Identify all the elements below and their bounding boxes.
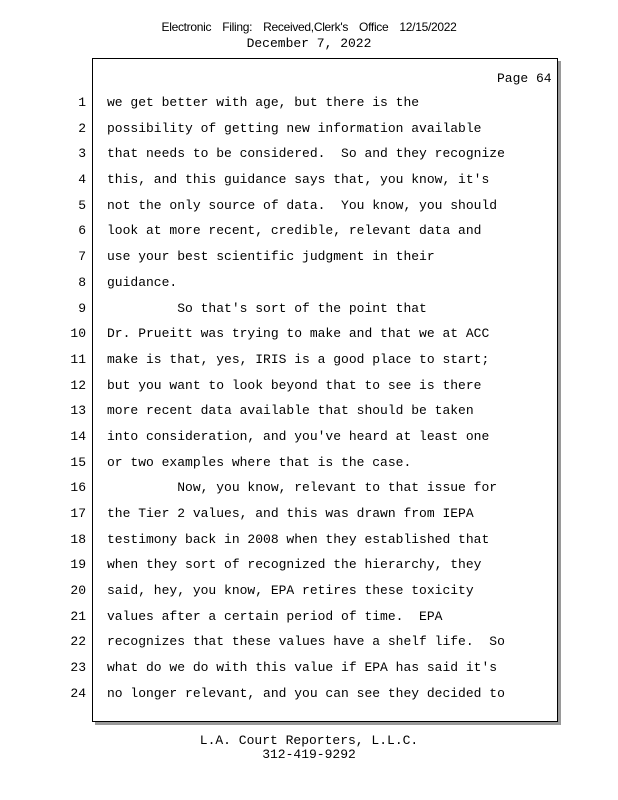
line-number: 19 xyxy=(70,557,86,573)
line-number: 14 xyxy=(70,428,86,444)
transcript-line: or two examples where that is the case. xyxy=(107,454,412,470)
transcript-line: Dr. Prueitt was trying to make and that we at ACC xyxy=(107,326,490,342)
transcript-line: not the only source of data. You know, you should xyxy=(107,197,498,213)
line-number: 24 xyxy=(70,685,86,701)
line-number: 5 xyxy=(78,197,86,213)
transcript-line: when they sort of recognized the hierarchy, they xyxy=(107,557,482,573)
line-number: 21 xyxy=(70,608,86,624)
line-number: 13 xyxy=(70,403,86,419)
line-number: 1 xyxy=(78,95,86,110)
line-number: 16 xyxy=(70,480,86,496)
transcript-line: more recent data available that should be taken xyxy=(107,403,474,419)
line-number: 6 xyxy=(78,223,86,239)
transcript-line: what do we do with this value if EPA has said it's xyxy=(107,660,498,676)
line-number-column xyxy=(60,95,86,712)
line-number: 12 xyxy=(70,377,86,393)
line-number: 8 xyxy=(78,274,86,290)
transcript-line: use your best scientific judgment in their xyxy=(107,249,435,265)
line-number: 7 xyxy=(78,249,86,265)
reporter-phone: 312-419-9292 xyxy=(262,747,356,762)
transcript-line: So that's sort of the point that xyxy=(107,300,427,316)
line-number: 23 xyxy=(70,660,86,676)
transcript-line: but you want to look beyond that to see is there xyxy=(107,377,482,393)
transcript-line: no longer relevant, and you can see they decided to xyxy=(107,685,505,701)
transcript-line: make is that, yes, IRIS is a good place to start; xyxy=(107,351,490,367)
transcript-text xyxy=(107,95,552,712)
transcript-line: this, and this guidance says that, you know, it's xyxy=(107,172,490,188)
reporter-company: L.A. Court Reporters, L.L.C. xyxy=(199,733,419,748)
transcript-date: December 7, 2022 xyxy=(246,36,372,51)
transcript-line: the Tier 2 values, and this was drawn from IEPA xyxy=(107,506,474,521)
page-number: Page 64 xyxy=(497,71,552,86)
line-number: 9 xyxy=(78,300,86,316)
line-number: 17 xyxy=(70,506,86,521)
transcript-line: values after a certain period of time. EPA xyxy=(107,608,443,624)
filing-stamp: Electronic Filing: Received,Clerk's Office 12/15/2022 xyxy=(161,20,457,34)
line-number: 18 xyxy=(70,531,86,547)
transcript-line: testimony back in 2008 when they established that xyxy=(107,531,490,547)
line-number: 10 xyxy=(70,326,86,342)
line-number: 11 xyxy=(70,351,86,367)
transcript-line: into consideration, and you've heard at least one xyxy=(107,428,490,444)
transcript-line: possibility of getting new information available xyxy=(107,120,482,136)
line-number: 4 xyxy=(78,172,86,188)
transcript-line: we get better with age, but there is the xyxy=(107,95,420,110)
line-number: 2 xyxy=(78,120,86,136)
transcript-line: said, hey, you know, EPA retires these toxicity xyxy=(107,583,474,599)
line-number: 15 xyxy=(70,454,86,470)
line-number: 20 xyxy=(70,583,86,599)
transcript-line: Now, you know, relevant to that issue for xyxy=(107,480,498,496)
transcript-line: guidance. xyxy=(107,274,178,290)
transcript-line: recognizes that these values have a shelf life. So xyxy=(107,634,505,650)
transcript-line: look at more recent, credible, relevant data and xyxy=(107,223,482,239)
transcript-line: that needs to be considered. So and they recognize xyxy=(107,146,505,162)
line-number: 22 xyxy=(70,634,86,650)
line-number: 3 xyxy=(78,146,86,162)
